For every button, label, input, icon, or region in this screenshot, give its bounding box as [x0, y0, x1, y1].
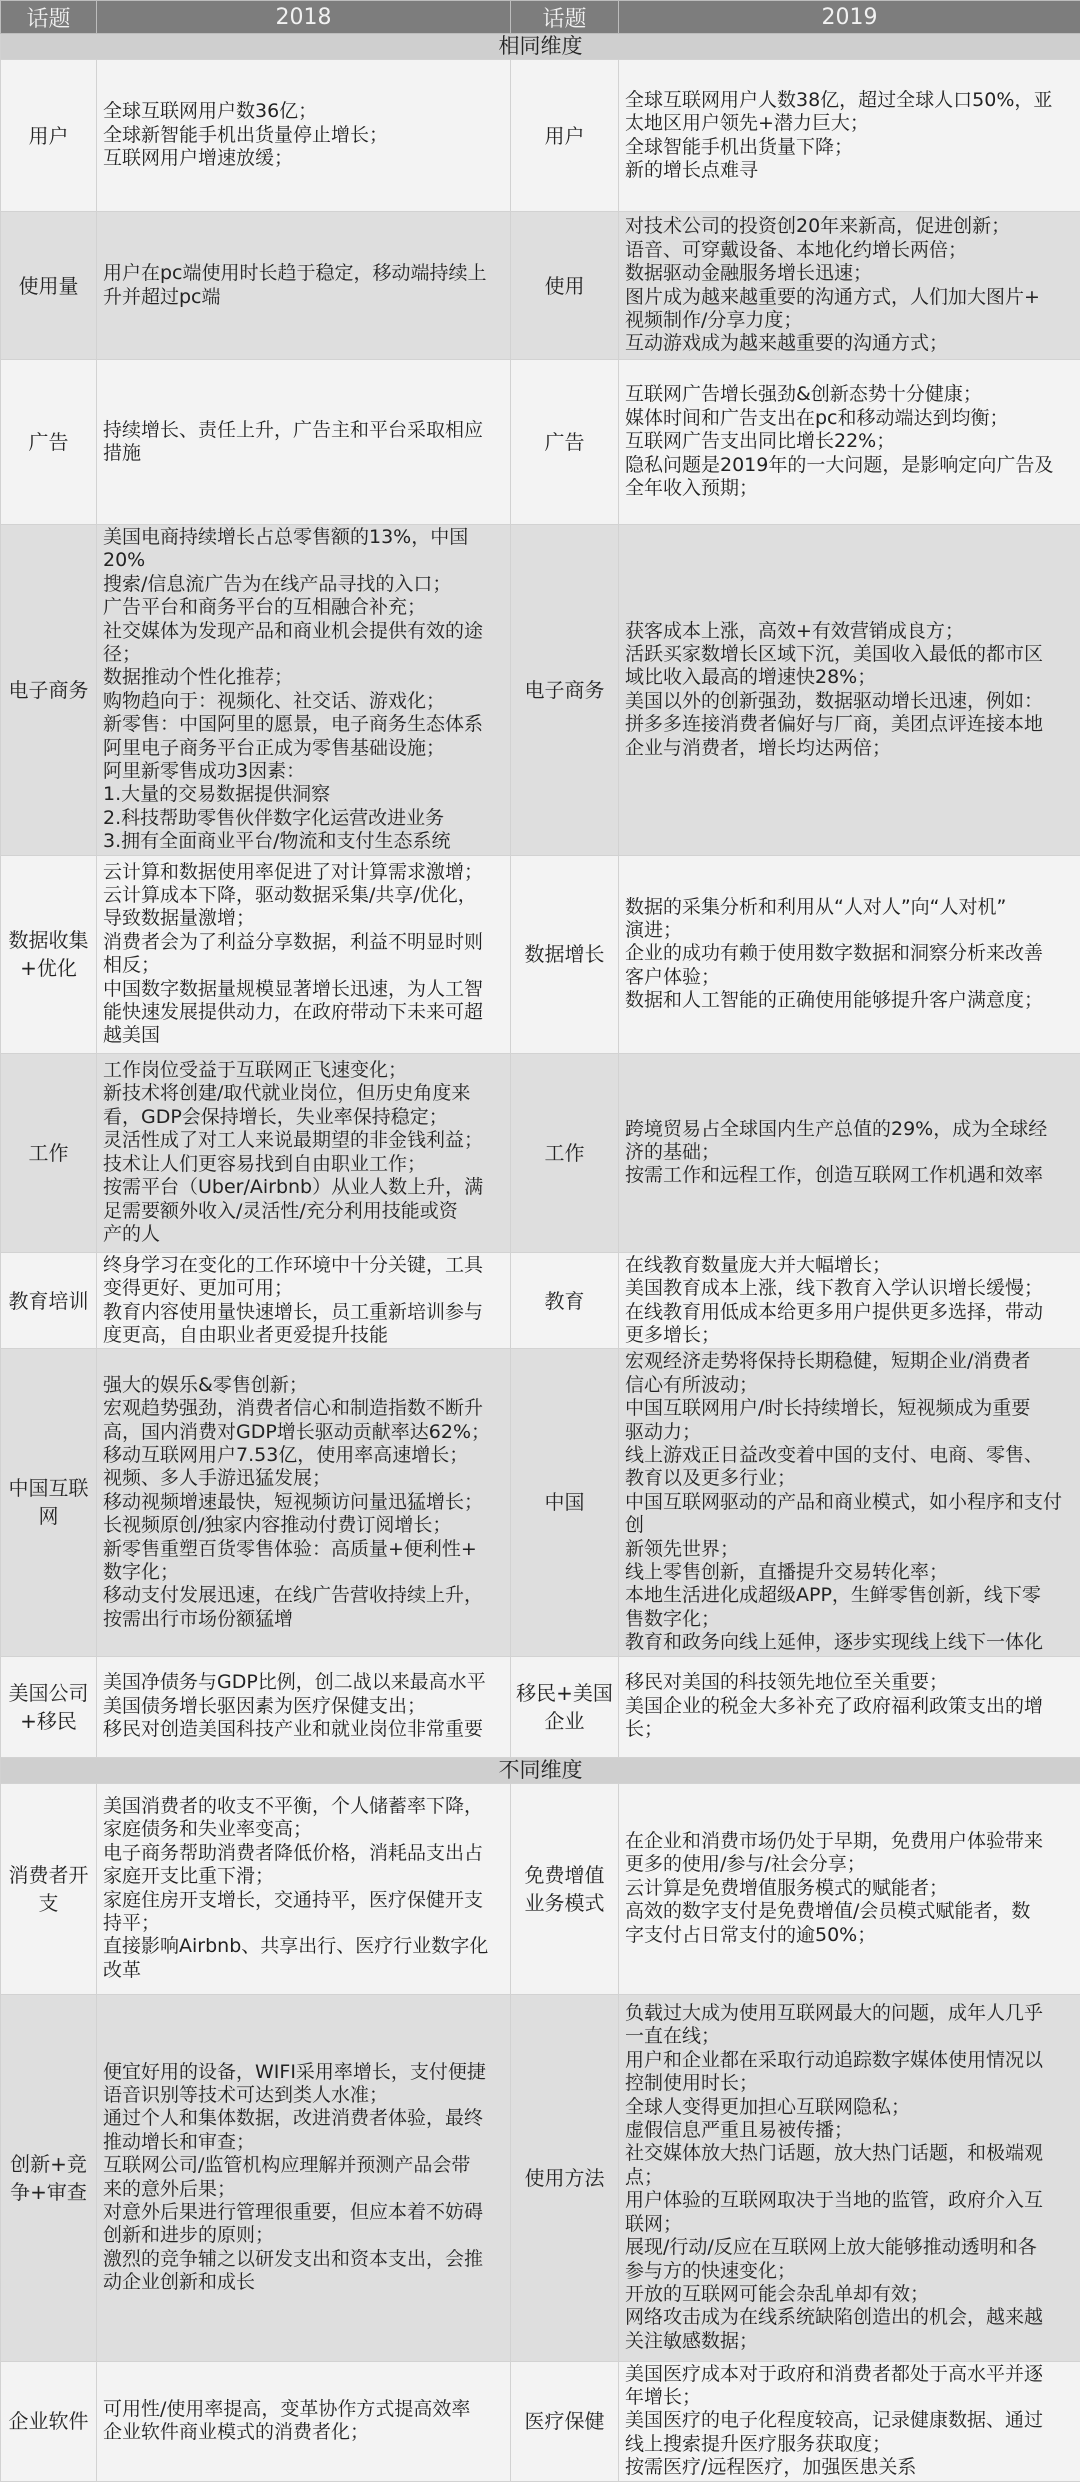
section-row	[1, 1757, 1080, 1783]
topic-2019-cell: 移民+美国企业	[511, 1656, 619, 1757]
content-line: 活跃买家数增长区域下沉，美国收入最低的都市区	[625, 643, 1074, 666]
content-line: 工作岗位受益于互联网正飞速变化；	[103, 1059, 504, 1082]
content-line: 线上搜索提升医疗服务获取度；	[625, 2433, 1074, 2456]
content-line: 获客成本上涨，高效+有效营销成良方；	[625, 620, 1074, 643]
content-line: 在线教育用低成本给更多用户提供更多选择，带动	[625, 1301, 1074, 1324]
section-row	[1, 34, 1080, 60]
content-line: 域比收入最高的增速快28%；	[625, 666, 1074, 689]
topic-2018-cell: 中国互联网	[1, 1349, 97, 1656]
content-line: 足需要额外收入/灵活性/充分利用技能或资	[103, 1200, 504, 1223]
content-line: 创新和进步的原则；	[103, 2224, 504, 2247]
content-line: 演进；	[625, 919, 1074, 942]
topic-2018-cell: 工作	[1, 1053, 97, 1252]
topic-2019-cell: 使用	[511, 212, 619, 360]
content-line: 阿里新零售成功3因素：	[103, 760, 504, 783]
content-2019-cell	[619, 1252, 1080, 1349]
content-line: 变得更好、更加可用；	[103, 1277, 504, 1300]
content-line: 按需平台（Uber/Airbnb）从业人数上升，满	[103, 1176, 504, 1199]
content-line: 年增长；	[625, 2386, 1074, 2409]
table-row	[1, 1994, 1080, 2361]
content-line: 美国医疗成本对于政府和消费者都处于高水平并逐	[625, 2363, 1074, 2386]
content-line: 互联网用户增速放缓；	[103, 147, 504, 170]
content-line: 关注敏感数据；	[625, 2330, 1074, 2353]
content-line: 移民对美国的科技领先地位至关重要；	[625, 1671, 1074, 1694]
content-line: 中国互联网驱动的产品和商业模式，如小程序和支付创	[625, 1491, 1074, 1538]
content-line: 持续增长、责任上升，广告主和平台采取相应	[103, 419, 504, 442]
content-line: 语音、可穿戴设备、本地化约增长两倍；	[625, 239, 1074, 262]
table-row	[1, 212, 1080, 360]
content-line: 高，国内消费对GDP增长驱动贡献率达62%；	[103, 1421, 504, 1444]
content-line: 能快速发展提供动力，在政府带动下未来可超	[103, 1001, 504, 1024]
content-line: 美国教育成本上涨，线下教育入学认识增长缓慢；	[625, 1277, 1074, 1300]
table-body	[1, 34, 1080, 2482]
content-line: 拼多多连接消费者偏好与厂商，美团点评连接本地	[625, 713, 1074, 736]
content-line: 移民对创造美国科技产业和就业岗位非常重要	[103, 1718, 504, 1741]
content-line: 升并超过pc端	[103, 286, 504, 309]
content-line: 移动支付发展迅速，在线广告营收持续上升，	[103, 1584, 504, 1607]
topic-2019-cell: 数据增长	[511, 855, 619, 1053]
content-2019-cell	[619, 1656, 1080, 1757]
content-line: 语音识别等技术可达到类人水准；	[103, 2084, 504, 2107]
content-line: 美国医疗的电子化程度较高，记录健康数据、通过	[625, 2409, 1074, 2432]
content-line: 视频、多人手游迅猛发展；	[103, 1467, 504, 1490]
content-line: 来的意外后果；	[103, 2178, 504, 2201]
content-line: 新的增长点难寻	[625, 159, 1074, 182]
content-line: 全球新智能手机出货量停止增长；	[103, 124, 504, 147]
topic-2018-cell: 教育培训	[1, 1252, 97, 1349]
content-line: 教育以及更多行业；	[625, 1467, 1074, 1490]
topic-2019-cell: 电子商务	[511, 525, 619, 856]
topic-2018-cell: 数据收集+优化	[1, 855, 97, 1053]
content-line: 改革	[103, 1959, 504, 1982]
content-line: 径；	[103, 643, 504, 666]
header-topic-2018: 话题	[1, 1, 97, 34]
content-2018-cell	[97, 1994, 511, 2361]
table-row	[1, 1252, 1080, 1349]
content-line: 产的人	[103, 1223, 504, 1246]
content-line: 中国数字数据量规模显著增长迅速，为人工智	[103, 978, 504, 1001]
content-line: 全球互联网用户数36亿；	[103, 100, 504, 123]
topic-2018-cell: 企业软件	[1, 2361, 97, 2481]
content-line: 移动互联网用户7.53亿，使用率高速增长；	[103, 1444, 504, 1467]
content-line: 用户在pc端使用时长趋于稳定，移动端持续上	[103, 262, 504, 285]
topic-2018-cell: 使用量	[1, 212, 97, 360]
content-line: 1.大量的交易数据提供洞察	[103, 783, 504, 806]
content-line: 新零售重塑百货零售体验：高质量+便利性+	[103, 1538, 504, 1561]
content-line: 参与方的快速变化；	[625, 2260, 1074, 2283]
content-line: 消费者会为了利益分享数据，利益不明显时则	[103, 931, 504, 954]
content-line: 相反；	[103, 954, 504, 977]
header-topic-2019: 话题	[511, 1, 619, 34]
table-row	[1, 525, 1080, 856]
content-line: 全球互联网用户人数38亿，超过全球人口50%，亚	[625, 89, 1074, 112]
content-2018-cell	[97, 1349, 511, 1656]
content-2019-cell	[619, 212, 1080, 360]
content-line: 云计算和数据使用率促进了对计算需求激增；	[103, 861, 504, 884]
content-line: 社交媒体为发现产品和商业机会提供有效的途	[103, 620, 504, 643]
content-line: 阿里电子商务平台正成为零售基础设施；	[103, 737, 504, 760]
content-line: 企业与消费者，增长均达两倍；	[625, 737, 1074, 760]
content-line: 社交媒体放大热门话题，放大热门话题，和极端观	[625, 2142, 1074, 2165]
content-line: 企业软件商业模式的消费者化；	[103, 2421, 504, 2444]
content-2018-cell	[97, 525, 511, 856]
content-line: 3.拥有全面商业平台/物流和支付生态系统	[103, 830, 504, 853]
section-title: 不同维度	[1, 1757, 1080, 1783]
content-line: 家庭债务和失业率变高；	[103, 1818, 504, 1841]
content-line: 云计算是免费增值服务模式的赋能者；	[625, 1877, 1074, 1900]
content-line: 互联网公司/监管机构应理解并预测产品会带	[103, 2154, 504, 2177]
content-line: 2.科技帮助零售伙伴数字化运营改进业务	[103, 807, 504, 830]
content-line: 图片成为越来越重要的沟通方式，人们加大图片+	[625, 286, 1074, 309]
content-line: 数据的采集分析和利用从“人对人”向“人对机”	[625, 896, 1074, 919]
content-line: 教育和政务向线上延伸，逐步实现线上线下一体化	[625, 1631, 1074, 1654]
topic-2019-cell: 用户	[511, 60, 619, 212]
content-2018-cell	[97, 212, 511, 360]
topic-2018-cell: 用户	[1, 60, 97, 212]
content-line: 美国消费者的收支不平衡，个人储蓄率下降，	[103, 1795, 504, 1818]
content-line: 联网；	[625, 2213, 1074, 2236]
content-line: 广告平台和商务平台的互相融合补充；	[103, 596, 504, 619]
content-2019-cell	[619, 525, 1080, 856]
content-line: 美国净债务与GDP比例，创二战以来最高水平	[103, 1671, 504, 1694]
topic-2019-cell: 医疗保健	[511, 2361, 619, 2481]
content-2019-cell	[619, 1994, 1080, 2361]
content-line: 互联网广告支出同比增长22%；	[625, 430, 1074, 453]
content-line: 线上游戏正日益改变着中国的支付、电商、零售、	[625, 1444, 1074, 1467]
content-2019-cell	[619, 60, 1080, 212]
content-line: 购物趋向于：视频化、社交话、游戏化；	[103, 690, 504, 713]
content-line: 美国电商持续增长占总零售额的13%，中国20%	[103, 526, 504, 573]
content-line: 字支付占日常支付的逾50%；	[625, 1924, 1074, 1947]
content-line: 用户和企业都在采取行动追踪数字媒体使用情况以	[625, 2049, 1074, 2072]
content-line: 售数字化；	[625, 1608, 1074, 1631]
content-2018-cell	[97, 1783, 511, 1994]
content-2018-cell	[97, 1053, 511, 1252]
content-line: 按需工作和远程工作，创造互联网工作机遇和效率	[625, 1164, 1074, 1187]
topic-2018-cell: 广告	[1, 360, 97, 525]
content-line: 信心有所波动；	[625, 1374, 1074, 1397]
content-line: 济的基础；	[625, 1141, 1074, 1164]
content-line: 可用性/使用率提高，变革协作方式提高效率	[103, 2398, 504, 2421]
content-line: 高效的数字支付是免费增值/会员模式赋能者，数	[625, 1900, 1074, 1923]
content-line: 在线教育数量庞大并大幅增长；	[625, 1254, 1074, 1277]
content-line: 技术让人们更容易找到自由职业工作；	[103, 1153, 504, 1176]
content-line: 新领先世界；	[625, 1538, 1074, 1561]
content-line: 直接影响Airbnb、共享出行、医疗行业数字化	[103, 1935, 504, 1958]
content-line: 互动游戏成为越来越重要的沟通方式；	[625, 332, 1074, 355]
table-row	[1, 855, 1080, 1053]
content-line: 视频制作/分享力度；	[625, 309, 1074, 332]
content-line: 全球智能手机出货量下降；	[625, 136, 1074, 159]
topic-2018-cell: 创新+竞争+审查	[1, 1994, 97, 2361]
content-line: 在企业和消费市场仍处于早期，免费用户体验带来	[625, 1830, 1074, 1853]
content-line: 对意外后果进行管理很重要，但应本着不妨碍	[103, 2201, 504, 2224]
content-line: 控制使用时长；	[625, 2072, 1074, 2095]
content-line: 新零售：中国阿里的愿景，电子商务生态体系	[103, 713, 504, 736]
content-line: 便宜好用的设备，WIFI采用率增长，支付便捷	[103, 2061, 504, 2084]
content-line: 移动视频增速最快，短视频访问量迅猛增长；	[103, 1491, 504, 1514]
table-row	[1, 1783, 1080, 1994]
header-year-2018: 2018	[97, 1, 511, 34]
content-line: 长；	[625, 1718, 1074, 1741]
content-line: 用户体验的互联网取决于当地的监管，政府介入互	[625, 2189, 1074, 2212]
content-line: 教育内容使用量快速增长，员工重新培训参与	[103, 1301, 504, 1324]
content-line: 新技术将创建/取代就业岗位，但历史角度来	[103, 1082, 504, 1105]
topic-2019-cell: 教育	[511, 1252, 619, 1349]
content-line: 展现/行动/反应在互联网上放大能够推动透明和各	[625, 2236, 1074, 2259]
content-line: 推动增长和审查；	[103, 2131, 504, 2154]
content-line: 对技术公司的投资创20年来新高，促进创新；	[625, 215, 1074, 238]
content-line: 灵活性成了对工人来说最期望的非金钱利益；	[103, 1129, 504, 1152]
topic-2019-cell: 免费增值业务模式	[511, 1783, 619, 1994]
content-line: 互联网广告增长强劲&创新态势十分健康；	[625, 383, 1074, 406]
table-row	[1, 1349, 1080, 1656]
content-2018-cell	[97, 60, 511, 212]
header-year-2019: 2019	[619, 1, 1080, 34]
content-line: 负载过大成为使用互联网最大的问题，成年人几乎	[625, 2002, 1074, 2025]
content-line: 美国企业的税金大多补充了政府福利政策支出的增	[625, 1695, 1074, 1718]
topic-2018-cell: 消费者开支	[1, 1783, 97, 1994]
content-2018-cell	[97, 1252, 511, 1349]
content-line: 持平；	[103, 1912, 504, 1935]
content-line: 全年收入预期；	[625, 477, 1074, 500]
content-line: 按需出行市场份额猛增	[103, 1608, 504, 1631]
content-2019-cell	[619, 855, 1080, 1053]
content-line: 通过个人和集体数据，改进消费者体验，最终	[103, 2107, 504, 2130]
content-line: 美国以外的创新强劲，数据驱动增长迅速，例如：	[625, 690, 1074, 713]
content-line: 动企业创新和成长	[103, 2271, 504, 2294]
topic-2018-cell: 电子商务	[1, 525, 97, 856]
content-line: 措施	[103, 442, 504, 465]
content-line: 按需医疗/远程医疗，加强医患关系	[625, 2456, 1074, 2479]
content-2019-cell	[619, 1349, 1080, 1656]
content-line: 家庭开支比重下滑；	[103, 1865, 504, 1888]
content-line: 搜索/信息流广告为在线产品寻找的入口；	[103, 573, 504, 596]
content-line: 网络攻击成为在线系统缺陷创造出的机会，越来越	[625, 2306, 1074, 2329]
content-line: 数据驱动金融服务增长迅速；	[625, 262, 1074, 285]
content-line: 数据推动个性化推荐；	[103, 666, 504, 689]
content-line: 更多的使用/参与/社会分享；	[625, 1853, 1074, 1876]
content-line: 宏观趋势强劲，消费者信心和制造指数不断升	[103, 1397, 504, 1420]
topic-2019-cell: 广告	[511, 360, 619, 525]
topic-2019-cell: 中国	[511, 1349, 619, 1656]
content-line: 本地生活进化成超级APP，生鲜零售创新，线下零	[625, 1584, 1074, 1607]
content-line: 驱动力；	[625, 1421, 1074, 1444]
content-line: 导致数据量激增；	[103, 907, 504, 930]
table-row	[1, 60, 1080, 212]
content-2019-cell	[619, 1783, 1080, 1994]
content-2019-cell	[619, 2361, 1080, 2481]
table-row	[1, 1656, 1080, 1757]
content-line: 全球人变得更加担心互联网隐私；	[625, 2096, 1074, 2119]
content-line: 家庭住房开支增长，交通持平，医疗保健开支	[103, 1889, 504, 1912]
content-line: 度更高，自由职业者更爱提升技能	[103, 1324, 504, 1347]
content-2019-cell	[619, 1053, 1080, 1252]
content-line: 美国债务增长驱因素为医疗保健支出；	[103, 1695, 504, 1718]
content-2018-cell	[97, 855, 511, 1053]
content-line: 太地区用户领先+潜力巨大；	[625, 112, 1074, 135]
content-line: 看，GDP会保持增长，失业率保持稳定；	[103, 1106, 504, 1129]
content-line: 长视频原创/独家内容推动付费订阅增长；	[103, 1514, 504, 1537]
content-line: 更多增长；	[625, 1324, 1074, 1347]
content-line: 企业的成功有赖于使用数字数据和洞察分析来改善	[625, 942, 1074, 965]
content-line: 客户体验；	[625, 966, 1074, 989]
topic-2018-cell: 美国公司+移民	[1, 1656, 97, 1757]
content-line: 数字化；	[103, 1561, 504, 1584]
content-line: 虚假信息严重且易被传播；	[625, 2119, 1074, 2142]
content-line: 激烈的竞争辅之以研发支出和资本支出，会推	[103, 2248, 504, 2271]
content-2018-cell	[97, 360, 511, 525]
content-line: 宏观经济走势将保持长期稳健，短期企业/消费者	[625, 1350, 1074, 1373]
content-line: 跨境贸易占全球国内生产总值的29%，成为全球经	[625, 1118, 1074, 1141]
content-line: 隐私问题是2019年的一大问题，是影响定向广告及	[625, 454, 1074, 477]
table-row	[1, 2361, 1080, 2481]
content-line: 线上零售创新，直播提升交易转化率；	[625, 1561, 1074, 1584]
topic-2019-cell: 使用方法	[511, 1994, 619, 2361]
content-line: 云计算成本下降，驱动数据采集/共享/优化，	[103, 884, 504, 907]
content-line: 媒体时间和广告支出在pc和移动端达到均衡；	[625, 407, 1074, 430]
content-line: 数据和人工智能的正确使用能够提升客户满意度；	[625, 989, 1074, 1012]
content-line: 电子商务帮助消费者降低价格，消耗品支出占	[103, 1842, 504, 1865]
content-2018-cell	[97, 1656, 511, 1757]
content-line: 强大的娱乐&零售创新；	[103, 1374, 504, 1397]
topic-2019-cell: 工作	[511, 1053, 619, 1252]
content-line: 点；	[625, 2166, 1074, 2189]
content-line: 一直在线；	[625, 2025, 1074, 2048]
content-line: 中国互联网用户/时长持续增长，短视频成为重要	[625, 1397, 1074, 1420]
content-line: 开放的互联网可能会杂乱单却有效；	[625, 2283, 1074, 2306]
table-row	[1, 360, 1080, 525]
content-2018-cell	[97, 2361, 511, 2481]
content-line: 越美国	[103, 1024, 504, 1047]
section-title: 相同维度	[1, 34, 1080, 60]
content-2019-cell	[619, 360, 1080, 525]
content-line: 终身学习在变化的工作环境中十分关键，工具	[103, 1254, 504, 1277]
header-row	[1, 1, 1080, 34]
table-row	[1, 1053, 1080, 1252]
